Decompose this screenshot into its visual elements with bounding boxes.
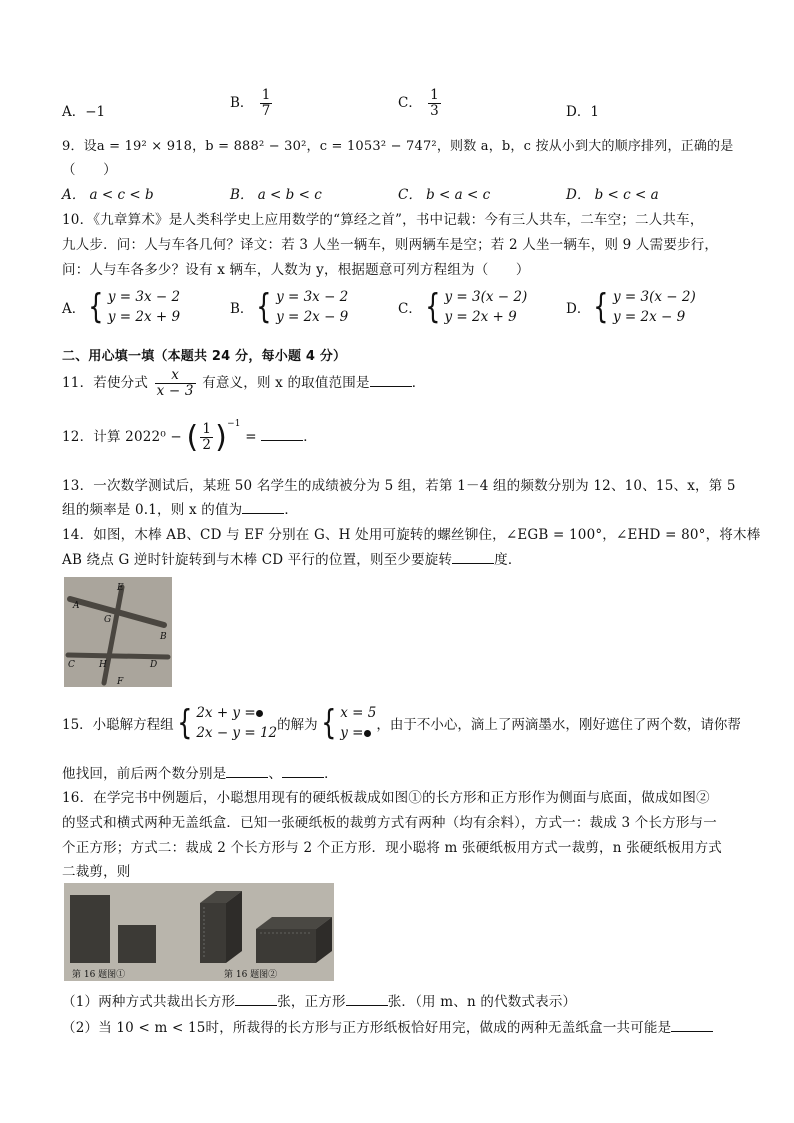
answer-blank[interactable] xyxy=(452,551,494,564)
left-brace-icon: { xyxy=(88,287,104,327)
left-brace-icon: { xyxy=(593,287,609,327)
q14-end: 度． xyxy=(494,552,522,568)
left-brace-icon: { xyxy=(176,703,193,743)
fig2-caption: 第 16 题图② xyxy=(224,970,278,980)
q15-prefix: 15．小聪解方程组 xyxy=(62,717,174,733)
q10-line-2: 九人步．问：人与车各几何？译文：若 3 人坐一辆车，则两辆车是空；若 2 人坐一辆车，则 9 人需要步行， xyxy=(62,237,719,253)
q14-figure-diagram xyxy=(64,577,172,687)
answer-blank[interactable] xyxy=(282,765,324,778)
q16-sub-1-prefix: （1）两种方式共裁出长方形 xyxy=(62,994,236,1010)
q16-sub-1-suffix: 张．（用 m、n 的代数式表示） xyxy=(387,994,577,1010)
figure-label-g: G xyxy=(104,615,112,625)
figure-label-a: A xyxy=(73,601,80,611)
q8-option-a: A．−1 xyxy=(62,104,106,120)
fraction-denominator: 3 xyxy=(430,103,439,119)
left-brace-icon: { xyxy=(320,703,337,743)
q13-line-2 xyxy=(62,498,298,518)
q11-text xyxy=(62,368,425,399)
q12-fraction xyxy=(200,422,213,453)
figure-label-b: B xyxy=(160,632,167,642)
fraction-denominator: 2 xyxy=(202,437,212,453)
q14-line-1: 14．如图，木棒 AB、CD 与 EF 分别在 G、H 处用可旋转的螺丝铆住，∠EGB = 100°，∠EHD = 80°，将木棒 xyxy=(62,527,761,543)
q8-option-b xyxy=(230,88,274,119)
q16-sub-2 xyxy=(62,1016,713,1036)
q11-suffix: 有意义，则 x 的取值范围是 xyxy=(202,375,370,391)
fraction-numerator: 1 xyxy=(261,87,271,103)
q15-end: ． xyxy=(324,766,338,782)
q16-line-1: 16．在学完书中例题后，小聪想用现有的硬纸板裁成如图①的长方形和正方形作为侧面与底面，做成如图② xyxy=(62,790,710,806)
q15-suffix: ，由于不小心，滴上了两滴墨水，刚好遮住了两个数，请你帮 xyxy=(376,717,741,733)
answer-blank[interactable] xyxy=(235,993,277,1006)
figure-label-d: D xyxy=(150,660,158,670)
q10-option-a xyxy=(62,287,180,327)
q15-line-2 xyxy=(62,762,338,782)
q8-option-b-label: B． xyxy=(230,95,254,111)
q9-paren: （ ） xyxy=(62,162,117,178)
ink-drop-icon xyxy=(364,730,371,737)
q10-option-d xyxy=(566,287,696,327)
answer-blank[interactable] xyxy=(242,501,284,514)
q14-line-2 xyxy=(62,548,522,568)
equation-row: y = 2x + 9 xyxy=(107,309,181,325)
q16-sub-2-text: （2）当 10 < m < 15时，所裁得的长方形与正方形纸板恰好用完，做成的两种无盖纸盒一共可能是 xyxy=(62,1020,672,1036)
q14-line-2-text: AB 绕点 G 逆时针旋转到与木棒 CD 平行的位置，则至少要旋转 xyxy=(62,552,453,568)
q16-sub-1-middle: 张，正方形 xyxy=(277,994,346,1010)
q12-text xyxy=(62,420,317,455)
fig1-caption: 第 16 题图① xyxy=(72,970,126,980)
q8-option-b-fraction xyxy=(260,88,273,119)
q11-prefix: 11．若使分式 xyxy=(62,375,149,391)
q15-line-1 xyxy=(62,703,741,743)
fraction-numerator: x xyxy=(171,367,180,383)
q8-option-c-label: C． xyxy=(398,95,422,111)
q14-figure-photo xyxy=(64,577,172,687)
q8-option-c-fraction xyxy=(428,88,441,119)
q10-option-b xyxy=(230,287,348,327)
q10-option-c-label: C． xyxy=(398,301,422,317)
q16-figure-diagram xyxy=(64,883,334,981)
section-title: 二、用心填一填（本题共 24 分，每小题 4 分） xyxy=(62,349,347,364)
equation-row: 2x − y = 12 xyxy=(196,725,278,741)
fraction-numerator: 1 xyxy=(202,421,212,437)
q15-separator: 、 xyxy=(268,766,283,782)
answer-blank[interactable] xyxy=(346,993,388,1006)
q12-prefix: 12．计算 2022⁰ − xyxy=(62,429,182,445)
q10-option-d-label: D． xyxy=(566,301,591,317)
q10-line-1: 10．《九章算术》是人类科学史上应用数学的“算经之首”，书中记载：今有三人共车，二车空；二人共车， xyxy=(62,212,704,228)
q10-option-c xyxy=(398,287,527,327)
fraction-denominator: x − 3 xyxy=(156,383,194,399)
q9-option-c: C． b < a < c xyxy=(398,187,491,203)
fraction-numerator: 1 xyxy=(430,87,439,103)
fraction-denominator: 7 xyxy=(261,103,271,119)
q16-figure-photo xyxy=(64,883,334,981)
q12-exponent: −1 xyxy=(227,418,241,429)
q12-end: ． xyxy=(303,429,317,445)
left-brace-icon: { xyxy=(425,287,441,327)
q16-line-2: 的竖式和横式两种无盖纸盒．已知一张硬纸板的裁剪方式有两种（均有余料），方式一：裁成 3 个长方形与一 xyxy=(62,815,717,831)
answer-blank[interactable] xyxy=(370,374,412,387)
equation-row: 2x + y = xyxy=(196,705,256,721)
q11-fraction xyxy=(155,368,196,399)
right-paren-icon: ) xyxy=(215,420,228,455)
equation-row: y = 2x − 9 xyxy=(276,309,349,325)
q10-option-a-label: A． xyxy=(62,301,86,317)
q13-line-1: 13．一次数学测试后，某班 50 名学生的成绩被分为 5 组，若第 1－4 组的频数分别为 12、10、15、x，第 5 xyxy=(62,478,736,494)
answer-blank[interactable] xyxy=(226,765,268,778)
figure-label-e: E xyxy=(117,583,124,593)
q11-end: ． xyxy=(411,375,426,391)
equation-row: y = 2x + 9 xyxy=(444,309,517,325)
solution-row: y = xyxy=(340,725,364,741)
equation-row: y = 3(x − 2) xyxy=(612,289,696,305)
q8-option-d: D．1 xyxy=(566,104,599,120)
figure-label-c: C xyxy=(68,660,75,670)
answer-blank[interactable] xyxy=(261,428,303,441)
ink-drop-icon xyxy=(256,710,263,717)
q16-line-4: 二裁剪，则 xyxy=(62,864,131,880)
left-paren-icon: ( xyxy=(186,420,199,455)
figure-label-f: F xyxy=(117,677,124,687)
equation-row: y = 3x − 2 xyxy=(276,289,349,305)
q15-middle: 的解为 xyxy=(277,717,318,733)
q13-line-2-text: 组的频率是 0.1，则 x 的值为 xyxy=(62,502,243,518)
q13-end: ． xyxy=(284,502,299,518)
equation-row: y = 3(x − 2) xyxy=(444,289,528,305)
q10-option-b-label: B． xyxy=(230,301,254,317)
q9-option-d: D． b < c < a xyxy=(566,187,659,203)
q9-option-b: B． a < b < c xyxy=(230,187,322,203)
q9-option-a: A． a < c < b xyxy=(62,187,154,203)
q15-line-2-text: 他找回，前后两个数分别是 xyxy=(62,766,227,782)
q8-option-c xyxy=(398,88,443,119)
figure-label-h: H xyxy=(99,660,107,670)
q9-text: 9．设a = 19² × 918，b = 888² − 30²，c = 1053² − 747²，则数 a，b，c 按从小到大的顺序排列，正确的是 xyxy=(62,139,734,154)
left-brace-icon: { xyxy=(256,287,272,327)
q16-line-3: 个正方形；方式二：裁成 2 个长方形与 2 个正方形．现小聪将 m 张硬纸板用方式一裁剪，n 张硬纸板用方式 xyxy=(62,840,723,856)
answer-blank[interactable] xyxy=(671,1019,713,1032)
q16-sub-1 xyxy=(62,990,576,1010)
q10-line-3: 问：人与车各多少？设有 x 辆车，人数为 y，根据题意可列方程组为（ ） xyxy=(62,262,530,278)
equation-row: y = 2x − 9 xyxy=(612,309,686,325)
equation-row: y = 3x − 2 xyxy=(107,289,181,305)
solution-row: x = 5 xyxy=(340,705,377,721)
q12-equals: = xyxy=(240,429,257,445)
